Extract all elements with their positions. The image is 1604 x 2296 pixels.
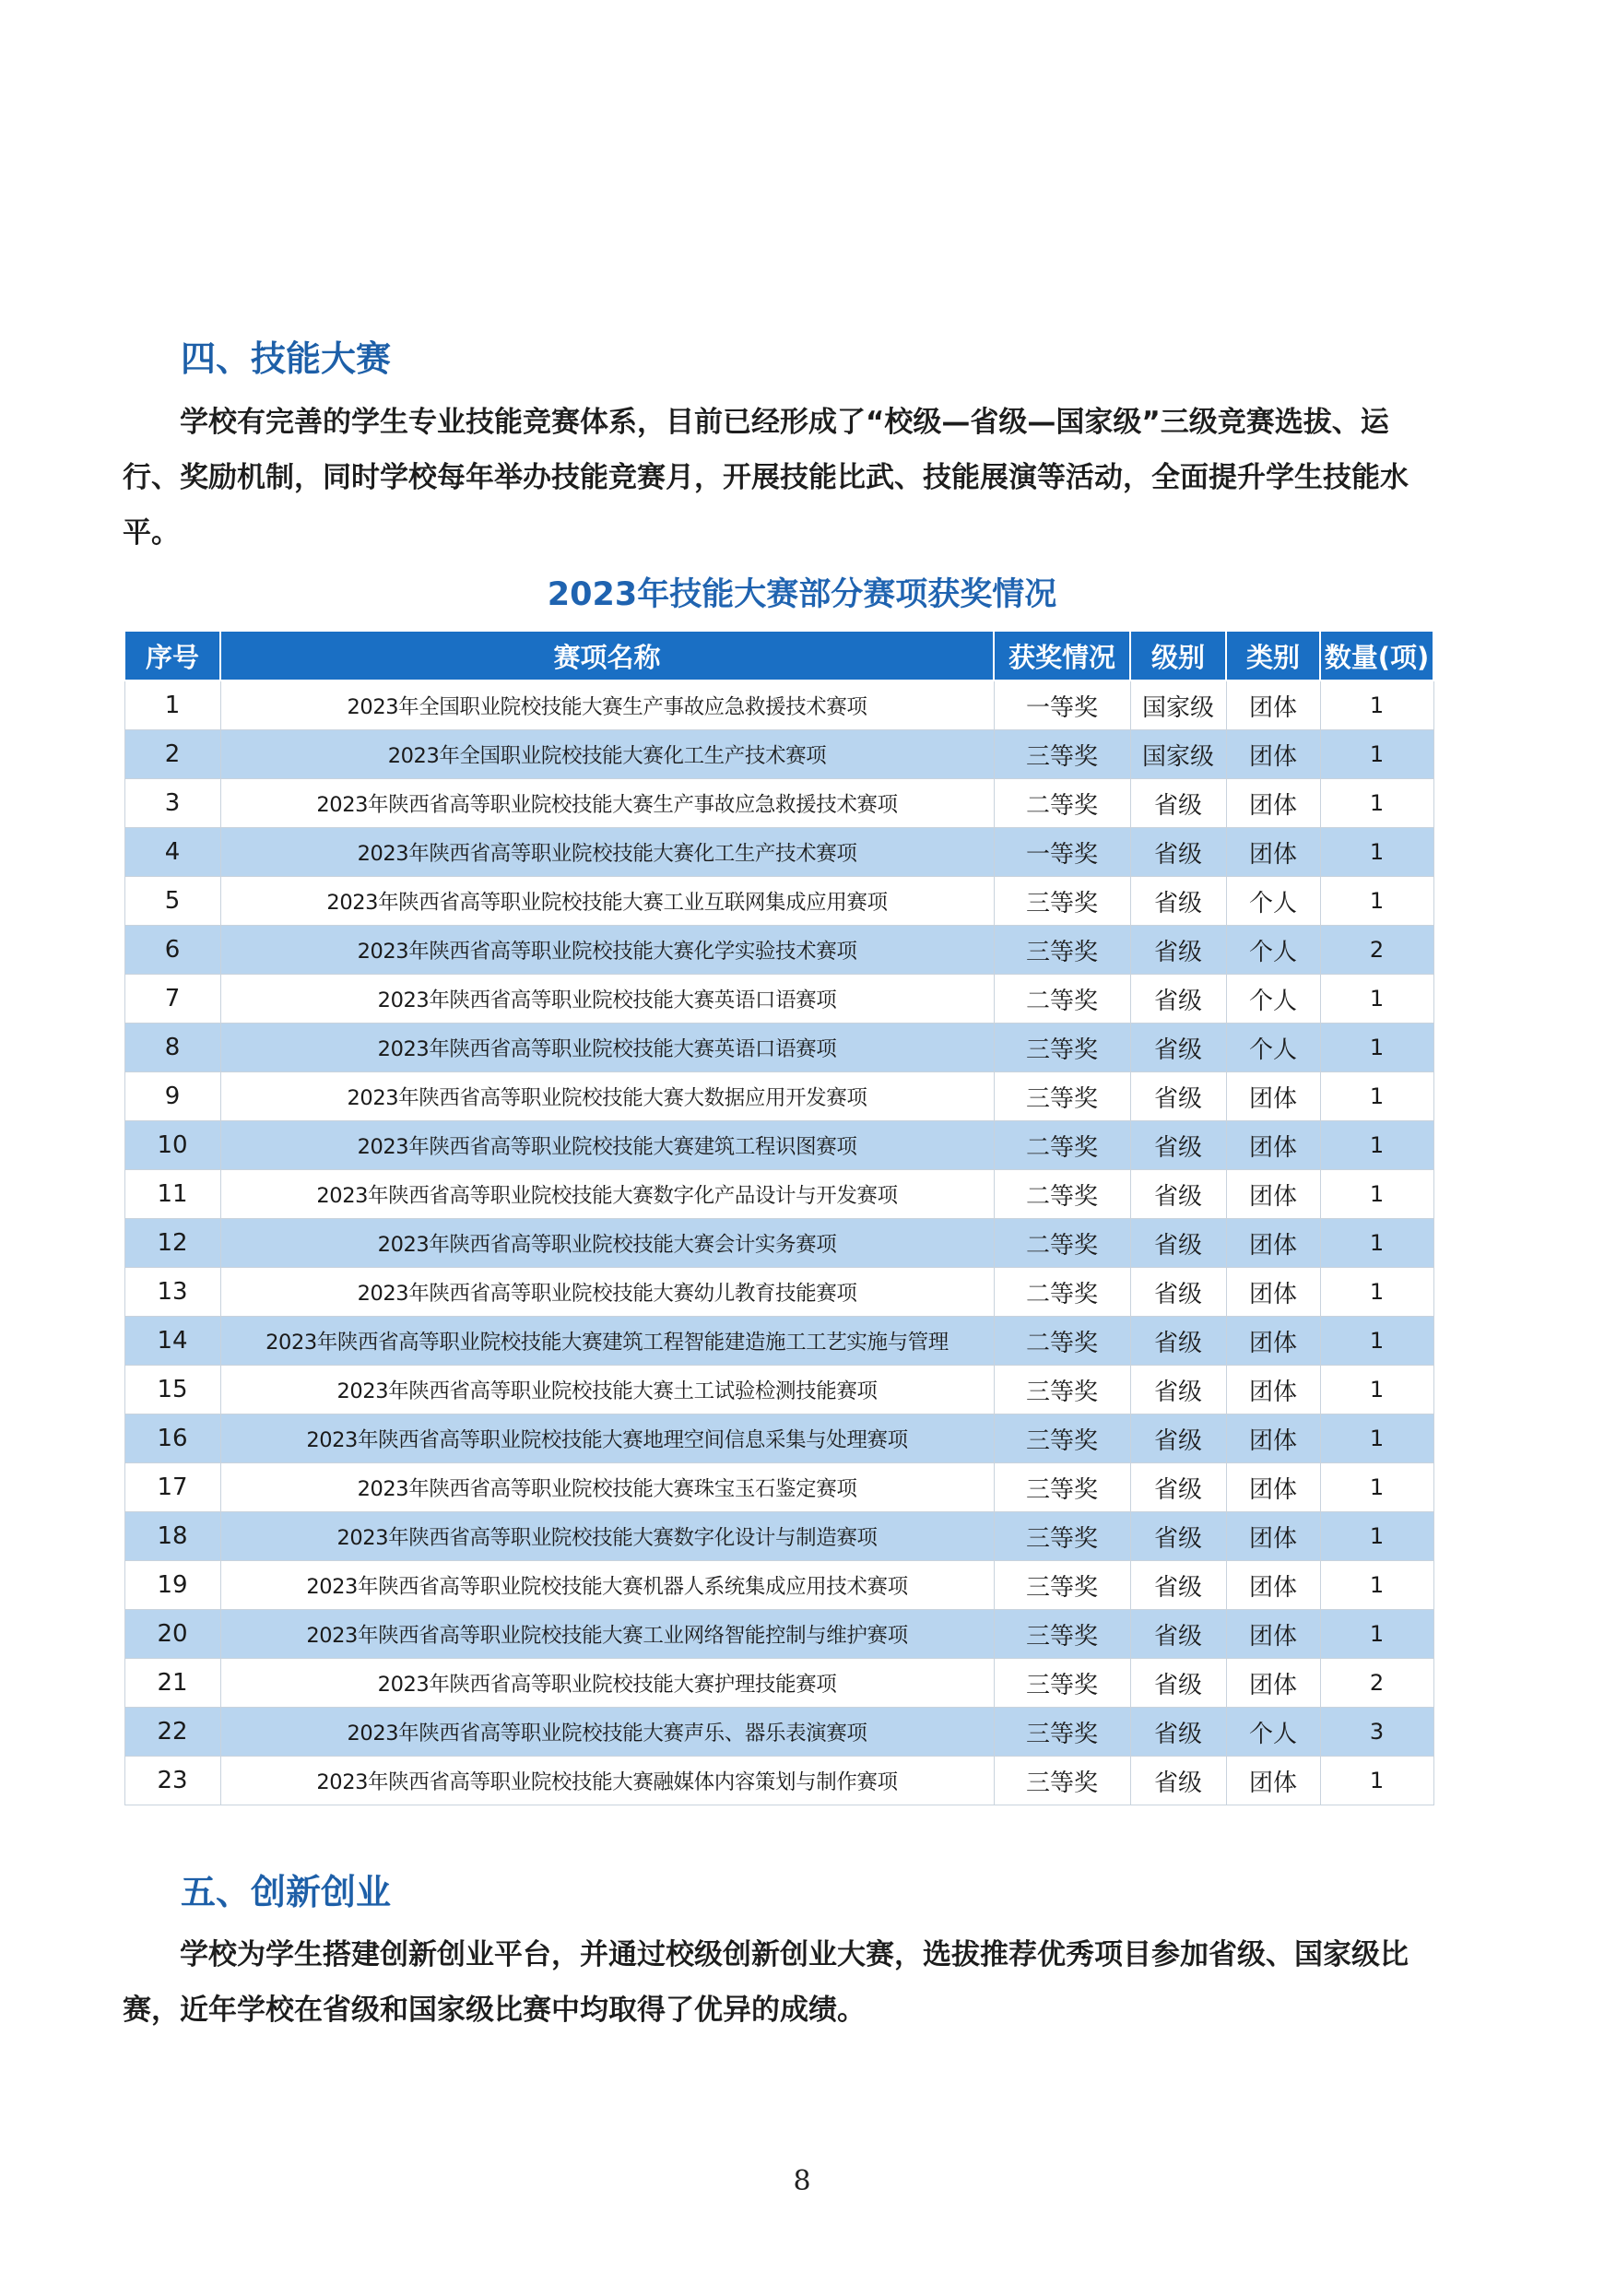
- cell-level: 省级: [1130, 1463, 1226, 1512]
- cell-event-name: 2023年陕西省高等职业院校技能大赛地理空间信息采集与处理赛项: [220, 1414, 994, 1463]
- cell-index: 20: [124, 1610, 220, 1659]
- cell-index: 22: [124, 1708, 220, 1757]
- table-row: [124, 730, 1433, 779]
- cell-count: 1: [1320, 828, 1433, 877]
- cell-count: 1: [1320, 877, 1433, 926]
- cell-award: 二等奖: [994, 1317, 1130, 1366]
- cell-index: 19: [124, 1561, 220, 1610]
- cell-index: 12: [124, 1219, 220, 1268]
- cell-award: 三等奖: [994, 1708, 1130, 1757]
- cell-event-name: 2023年陕西省高等职业院校技能大赛化工生产技术赛项: [220, 828, 994, 877]
- cell-category: 个人: [1226, 926, 1320, 975]
- cell-category: 团体: [1226, 1072, 1320, 1121]
- cell-count: 1: [1320, 681, 1433, 730]
- cell-category: 团体: [1226, 1121, 1320, 1170]
- cell-category: 团体: [1226, 1610, 1320, 1659]
- table-row: [124, 1512, 1433, 1561]
- cell-level: 省级: [1130, 1414, 1226, 1463]
- table-row: [124, 828, 1433, 877]
- cell-index: 9: [124, 1072, 220, 1121]
- cell-event-name: 2023年陕西省高等职业院校技能大赛工业互联网集成应用赛项: [220, 877, 994, 926]
- table-row: [124, 779, 1433, 828]
- cell-level: 省级: [1130, 1072, 1226, 1121]
- cell-award: 三等奖: [994, 1610, 1130, 1659]
- table-row: [124, 1366, 1433, 1414]
- cell-category: 团体: [1226, 1366, 1320, 1414]
- cell-count: 1: [1320, 1170, 1433, 1219]
- cell-award: 二等奖: [994, 1268, 1130, 1317]
- cell-category: 团体: [1226, 1219, 1320, 1268]
- cell-event-name: 2023年陕西省高等职业院校技能大赛生产事故应急救援技术赛项: [220, 779, 994, 828]
- cell-category: 个人: [1226, 877, 1320, 926]
- cell-award: 三等奖: [994, 1024, 1130, 1072]
- table-row: [124, 1072, 1433, 1121]
- cell-category: 团体: [1226, 1757, 1320, 1805]
- cell-event-name: 2023年陕西省高等职业院校技能大赛声乐、器乐表演赛项: [220, 1708, 994, 1757]
- cell-count: 1: [1320, 779, 1433, 828]
- cell-event-name: 2023年陕西省高等职业院校技能大赛英语口语赛项: [220, 975, 994, 1024]
- cell-category: 团体: [1226, 779, 1320, 828]
- table-row: [124, 1463, 1433, 1512]
- table-header-row: [124, 631, 1433, 681]
- cell-award: 三等奖: [994, 1414, 1130, 1463]
- cell-index: 5: [124, 877, 220, 926]
- cell-award: 二等奖: [994, 779, 1130, 828]
- section-paragraph-innovation: 学校为学生搭建创新创业平台，并通过校级创新创业大赛，选拔推荐优秀项目参加省级、国家级比赛，近年学校在省级和国家级比赛中均取得了优异的成绩。: [123, 1938, 1409, 2027]
- cell-count: 1: [1320, 1757, 1433, 1805]
- cell-event-name: 2023年陕西省高等职业院校技能大赛英语口语赛项: [220, 1024, 994, 1072]
- cell-level: 国家级: [1130, 681, 1226, 730]
- cell-level: 省级: [1130, 1121, 1226, 1170]
- header-index: 序号: [124, 631, 220, 681]
- cell-level: 省级: [1130, 1024, 1226, 1072]
- cell-count: 1: [1320, 1512, 1433, 1561]
- cell-count: 1: [1320, 1317, 1433, 1366]
- cell-index: 17: [124, 1463, 220, 1512]
- cell-index: 21: [124, 1659, 220, 1708]
- cell-award: 三等奖: [994, 1512, 1130, 1561]
- table-row: [124, 1170, 1433, 1219]
- cell-count: 3: [1320, 1708, 1433, 1757]
- cell-index: 1: [124, 681, 220, 730]
- table-row: [124, 1024, 1433, 1072]
- header-count: 数量(项): [1320, 631, 1433, 681]
- cell-event-name: 2023年陕西省高等职业院校技能大赛土工试验检测技能赛项: [220, 1366, 994, 1414]
- table-row: [124, 1414, 1433, 1463]
- cell-category: 团体: [1226, 1414, 1320, 1463]
- cell-event-name: 2023年陕西省高等职业院校技能大赛大数据应用开发赛项: [220, 1072, 994, 1121]
- cell-index: 23: [124, 1757, 220, 1805]
- table-row: [124, 877, 1433, 926]
- header-award: 获奖情况: [994, 631, 1130, 681]
- cell-count: 1: [1320, 1024, 1433, 1072]
- cell-award: 二等奖: [994, 975, 1130, 1024]
- cell-count: 1: [1320, 1561, 1433, 1610]
- cell-count: 2: [1320, 926, 1433, 975]
- cell-count: 1: [1320, 1072, 1433, 1121]
- cell-award: 三等奖: [994, 1561, 1130, 1610]
- table-row: [124, 681, 1433, 730]
- cell-index: 14: [124, 1317, 220, 1366]
- cell-count: 1: [1320, 1610, 1433, 1659]
- cell-level: 省级: [1130, 1219, 1226, 1268]
- cell-index: 7: [124, 975, 220, 1024]
- cell-level: 国家级: [1130, 730, 1226, 779]
- cell-event-name: 2023年陕西省高等职业院校技能大赛机器人系统集成应用技术赛项: [220, 1561, 994, 1610]
- cell-level: 省级: [1130, 1659, 1226, 1708]
- table-row: [124, 1268, 1433, 1317]
- cell-count: 1: [1320, 1414, 1433, 1463]
- cell-level: 省级: [1130, 1610, 1226, 1659]
- cell-index: 10: [124, 1121, 220, 1170]
- cell-level: 省级: [1130, 1170, 1226, 1219]
- cell-level: 省级: [1130, 926, 1226, 975]
- cell-index: 16: [124, 1414, 220, 1463]
- cell-count: 1: [1320, 1219, 1433, 1268]
- cell-award: 三等奖: [994, 1757, 1130, 1805]
- cell-index: 11: [124, 1170, 220, 1219]
- cell-event-name: 2023年陕西省高等职业院校技能大赛融媒体内容策划与制作赛项: [220, 1757, 994, 1805]
- table-row: [124, 1317, 1433, 1366]
- cell-award: 三等奖: [994, 1072, 1130, 1121]
- cell-category: 团体: [1226, 1561, 1320, 1610]
- table-row: [124, 1121, 1433, 1170]
- cell-award: 三等奖: [994, 730, 1130, 779]
- cell-category: 团体: [1226, 1463, 1320, 1512]
- cell-category: 团体: [1226, 828, 1320, 877]
- cell-level: 省级: [1130, 1317, 1226, 1366]
- cell-award: 二等奖: [994, 1170, 1130, 1219]
- cell-index: 6: [124, 926, 220, 975]
- cell-award: 三等奖: [994, 926, 1130, 975]
- cell-category: 团体: [1226, 1170, 1320, 1219]
- cell-award: 一等奖: [994, 681, 1130, 730]
- cell-award: 二等奖: [994, 1121, 1130, 1170]
- cell-index: 2: [124, 730, 220, 779]
- table-row: [124, 926, 1433, 975]
- cell-index: 4: [124, 828, 220, 877]
- cell-count: 1: [1320, 1121, 1433, 1170]
- cell-index: 8: [124, 1024, 220, 1072]
- table-row: [124, 1757, 1433, 1805]
- cell-event-name: 2023年全国职业院校技能大赛生产事故应急救援技术赛项: [220, 681, 994, 730]
- cell-category: 个人: [1226, 975, 1320, 1024]
- cell-category: 团体: [1226, 1659, 1320, 1708]
- table-row: [124, 1659, 1433, 1708]
- cell-count: 1: [1320, 730, 1433, 779]
- table-row: [124, 1708, 1433, 1757]
- table-title: 2023年技能大赛部分赛项获奖情况: [547, 576, 1057, 613]
- section-paragraph-skills-competition: 学校有完善的学生专业技能竞赛体系，目前已经形成了“校级—省级—国家级”三级竞赛选拔、运行、奖励机制，同时学校每年举办技能竞赛月，开展技能比武、技能展演等活动，全面提升学生技能水平。: [123, 406, 1409, 550]
- section-heading-skills-competition: 四、技能大赛: [181, 338, 392, 379]
- cell-count: 1: [1320, 1268, 1433, 1317]
- cell-award: 二等奖: [994, 1219, 1130, 1268]
- cell-level: 省级: [1130, 975, 1226, 1024]
- cell-event-name: 2023年全国职业院校技能大赛化工生产技术赛项: [220, 730, 994, 779]
- table-row: [124, 975, 1433, 1024]
- cell-level: 省级: [1130, 1561, 1226, 1610]
- cell-award: 三等奖: [994, 1366, 1130, 1414]
- cell-event-name: 2023年陕西省高等职业院校技能大赛会计实务赛项: [220, 1219, 994, 1268]
- page-number: 8: [793, 2165, 811, 2197]
- cell-award: 三等奖: [994, 877, 1130, 926]
- cell-event-name: 2023年陕西省高等职业院校技能大赛工业网络智能控制与维护赛项: [220, 1610, 994, 1659]
- cell-level: 省级: [1130, 877, 1226, 926]
- cell-level: 省级: [1130, 1366, 1226, 1414]
- cell-event-name: 2023年陕西省高等职业院校技能大赛建筑工程识图赛项: [220, 1121, 994, 1170]
- cell-count: 1: [1320, 975, 1433, 1024]
- cell-level: 省级: [1130, 779, 1226, 828]
- table-body: [124, 681, 1433, 1805]
- cell-event-name: 2023年陕西省高等职业院校技能大赛数字化设计与制造赛项: [220, 1512, 994, 1561]
- cell-event-name: 2023年陕西省高等职业院校技能大赛建筑工程智能建造施工工艺实施与管理: [220, 1317, 994, 1366]
- cell-index: 18: [124, 1512, 220, 1561]
- cell-award: 三等奖: [994, 1659, 1130, 1708]
- cell-event-name: 2023年陕西省高等职业院校技能大赛珠宝玉石鉴定赛项: [220, 1463, 994, 1512]
- cell-category: 团体: [1226, 681, 1320, 730]
- cell-level: 省级: [1130, 1512, 1226, 1561]
- table-row: [124, 1610, 1433, 1659]
- cell-event-name: 2023年陕西省高等职业院校技能大赛化学实验技术赛项: [220, 926, 994, 975]
- cell-level: 省级: [1130, 1757, 1226, 1805]
- table-row: [124, 1561, 1433, 1610]
- cell-level: 省级: [1130, 1268, 1226, 1317]
- cell-award: 一等奖: [994, 828, 1130, 877]
- awards-table: [124, 630, 1434, 1805]
- cell-award: 三等奖: [994, 1463, 1130, 1512]
- section-heading-innovation: 五、创新创业: [181, 1872, 392, 1912]
- cell-category: 团体: [1226, 1317, 1320, 1366]
- header-event-name: 赛项名称: [220, 631, 994, 681]
- cell-category: 团体: [1226, 1268, 1320, 1317]
- cell-category: 个人: [1226, 1024, 1320, 1072]
- cell-index: 15: [124, 1366, 220, 1414]
- cell-event-name: 2023年陕西省高等职业院校技能大赛幼儿教育技能赛项: [220, 1268, 994, 1317]
- cell-count: 1: [1320, 1463, 1433, 1512]
- cell-count: 1: [1320, 1366, 1433, 1414]
- table-row: [124, 1219, 1433, 1268]
- header-category: 类别: [1226, 631, 1320, 681]
- cell-category: 团体: [1226, 730, 1320, 779]
- cell-index: 13: [124, 1268, 220, 1317]
- cell-category: 个人: [1226, 1708, 1320, 1757]
- cell-level: 省级: [1130, 828, 1226, 877]
- cell-index: 3: [124, 779, 220, 828]
- cell-category: 团体: [1226, 1512, 1320, 1561]
- cell-event-name: 2023年陕西省高等职业院校技能大赛护理技能赛项: [220, 1659, 994, 1708]
- cell-count: 2: [1320, 1659, 1433, 1708]
- cell-level: 省级: [1130, 1708, 1226, 1757]
- cell-event-name: 2023年陕西省高等职业院校技能大赛数字化产品设计与开发赛项: [220, 1170, 994, 1219]
- header-level: 级别: [1130, 631, 1226, 681]
